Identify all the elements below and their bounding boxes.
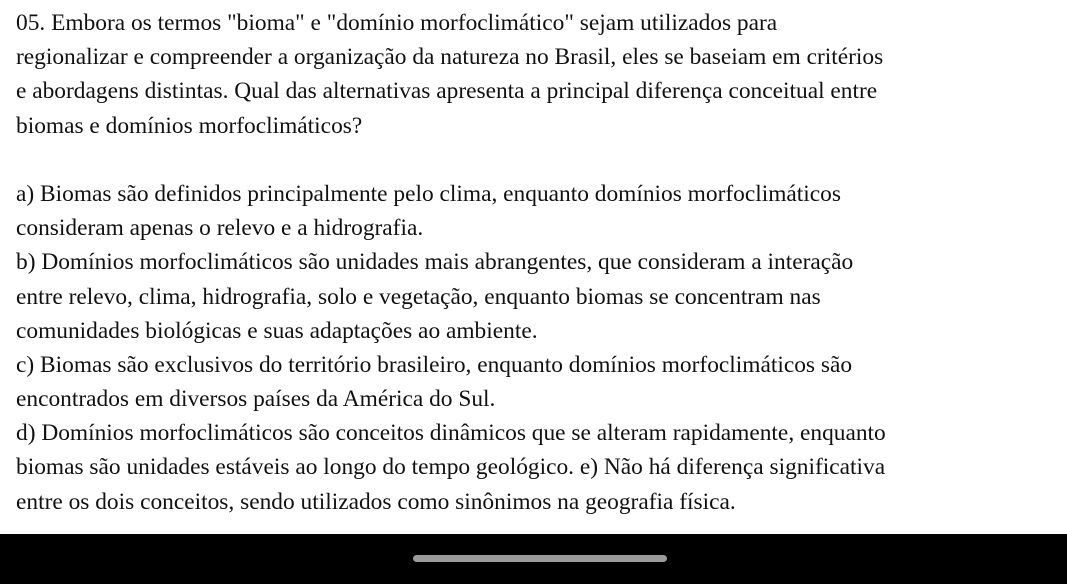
alternative-c-line: encontrados em diversos países da América do Sul. [16,386,496,413]
question-stem [16,6,1064,143]
alternative-e-line: entre os dois conceitos, sendo utilizados como sinônimos na geografia física. [16,488,736,515]
question-line: 05. Embora os termos "bioma" e "domínio morfoclimático" sejam utilizados para [16,10,778,36]
question-line: biomas e domínios morfoclimáticos? [16,112,363,139]
alternative-c-line: c) Biomas são exclusivos do território brasileiro, enquanto domínios morfoclimáticos são [16,351,853,378]
alternative-b-line: b) Domínios morfoclimáticos são unidades mais abrangentes, que consideram a interação [16,249,854,276]
alternative-d-e-line: biomas são unidades estáveis ao longo do tempo geológico. e) Não há diferença significativa [16,454,886,481]
question-content [16,6,1064,519]
alternatives-list [16,177,1064,519]
question-line: regionalizar e compreender a organização da natureza no Brasil, eles se baseiam em critérios [16,44,884,71]
question-line: e abordagens distintas. Qual das alternativas apresenta a principal diferença conceitual entre [16,78,878,105]
alternative-b-line: comunidades biológicas e suas adaptações ao ambiente. [16,317,538,344]
alternative-b-line: entre relevo, clima, hidrografia, solo e vegetação, enquanto biomas se concentram nas [16,283,821,310]
system-navigation-bar [0,534,1067,584]
alternative-a-line: consideram apenas o relevo e a hidrografia. [16,215,424,242]
alternative-a-line: a) Biomas são definidos principalmente pelo clima, enquanto domínios morfoclimáticos [16,180,841,207]
home-indicator[interactable] [413,555,667,562]
alternative-d-line: d) Domínios morfoclimáticos são conceitos dinâmicos que se alteram rapidamente, enquanto [16,420,886,447]
paragraph-gap [16,143,1064,177]
